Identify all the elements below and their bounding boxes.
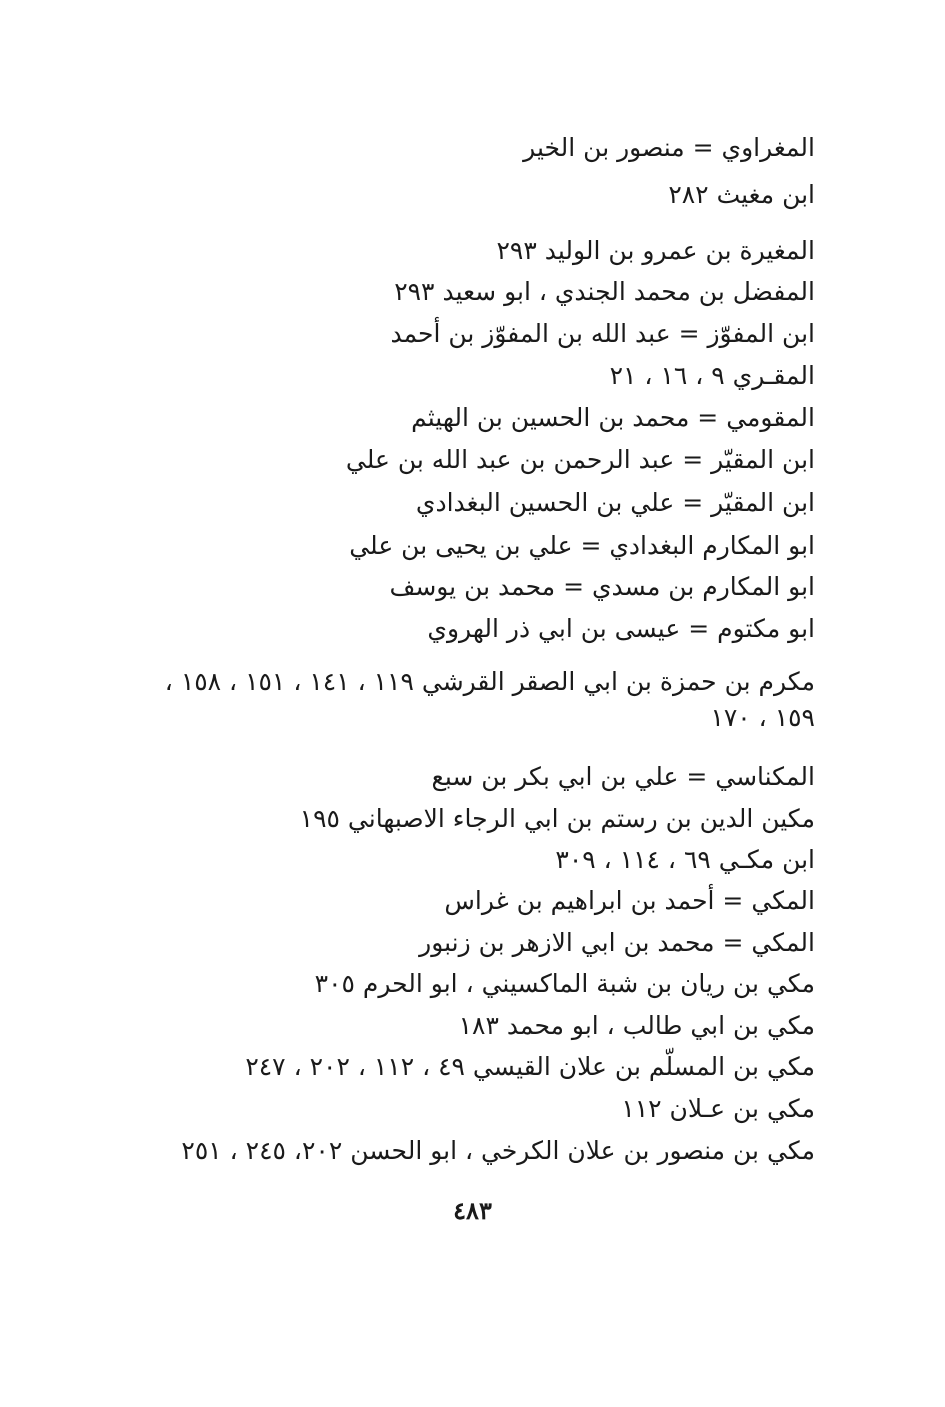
index-entry-maghrawi: المغراوي = منصور بن الخير (523, 133, 815, 162)
index-entry-abu-al-makarim-baghdadi: ابو المكارم البغدادي = علي بن يحيى بن علي (349, 531, 815, 560)
index-entry-makki-allan: مكي بن عـلان ١١٢ (621, 1094, 815, 1123)
index-entry-al-makki-muhammad: المكي = محمد بن ابي الازهر بن زنبور (419, 928, 815, 957)
index-entry-ibn-mughith: ابن مغيث ٢٨٢ (668, 180, 815, 209)
index-entry-mukram: مكرم بن حمزة بن ابي الصقر القرشي ١١٩ ، ١٤١ ، ١٥١ ، ١٥٨ ، ١٥٩ ، ١٧٠ (164, 667, 815, 732)
index-entry-ibn-al-muqayyir-2: ابن المقيّر = علي بن الحسين البغدادي (415, 488, 815, 517)
page-number: ٤٨٣ (453, 1196, 492, 1225)
index-entry-al-muqri: المقـري ٩ ، ١٦ ، ٢١ (609, 361, 815, 390)
index-entry-ibn-makki: ابن مكـي ٦٩ ، ١١٤ ، ٣٠٩ (555, 845, 815, 874)
index-entry-al-miknasi: المكناسي = علي بن ابي بكر بن سبع (431, 762, 815, 791)
index-entry-mughira: المغيرة بن عمرو بن الوليد ٢٩٣ (496, 236, 815, 265)
index-entry-makki-al-musallam: مكي بن المسلّم بن علان القيسي ٤٩ ، ١١٢ ، ٢٠٢ ، ٢٤٧ (245, 1052, 815, 1081)
index-entry-abu-al-makarim-musdi: ابو المكارم بن مسدي = محمد بن يوسف (389, 572, 815, 601)
index-entry-ibn-al-muqayyir-1: ابن المقيّر = عبد الرحمن بن عبد الله بن علي (345, 445, 815, 474)
index-entry-mufaddal: المفضل بن محمد الجندي ، ابو سعيد ٢٩٣ (394, 277, 815, 306)
index-entry-makin-al-din: مكين الدين بن رستم بن ابي الرجاء الاصبهاني ١٩٥ (299, 804, 815, 833)
index-entry-al-makki-ahmad: المكي = أحمد بن ابراهيم بن غراس (444, 886, 815, 915)
index-entry-makki-abi-talib: مكي بن ابي طالب ، ابو محمد ١٨٣ (458, 1011, 815, 1040)
index-entry-al-muqawwimi: المقومي = محمد بن الحسين بن الهيثم (411, 403, 815, 432)
index-entry-abu-maktum: ابو مكتوم = عيسى بن ابي ذر الهروي (427, 614, 815, 643)
index-entry-makki-rayyan: مكي بن ريان بن شبة الماكسيني ، ابو الحرم ٣٠٥ (314, 969, 815, 998)
index-entry-ibn-al-mufawwaz: ابن المفوّز = عبد الله بن المفوّز بن أحمد (390, 319, 815, 348)
index-entry-makki-mansur: مكي بن منصور بن علان الكرخي ، ابو الحسن ٢٠٢، ٢٤٥ ، ٢٥١ (181, 1136, 815, 1165)
